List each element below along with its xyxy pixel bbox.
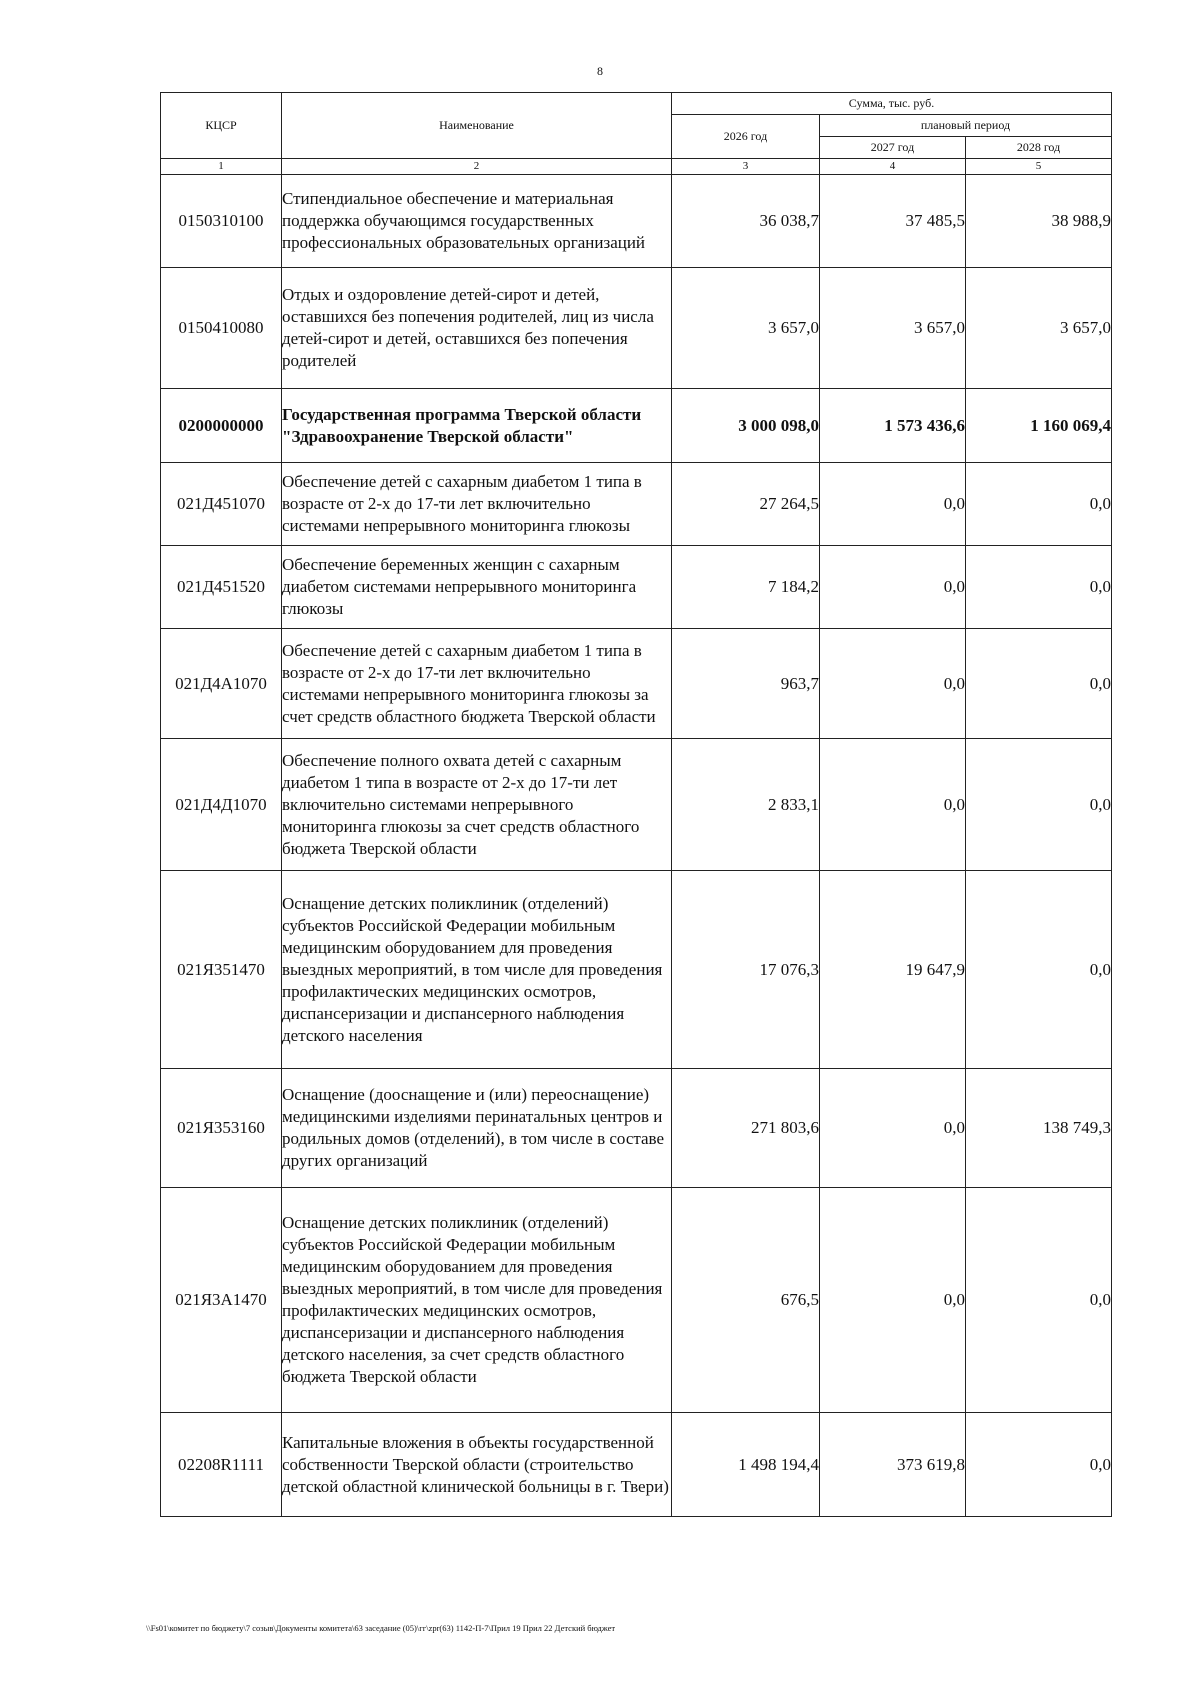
table-row bbox=[161, 1188, 1112, 1413]
table-row bbox=[161, 268, 1112, 389]
row-amount-2026: 3 000 098,0 bbox=[672, 389, 820, 463]
row-name: Отдых и оздоровление детей-сирот и детей, оставшихся без попечения родителей, лиц из числа детей-сирот и детей, оставшихся без попечения родителей bbox=[282, 268, 672, 389]
row-amount-2028: 0,0 bbox=[966, 739, 1112, 871]
column-number: 2 bbox=[282, 159, 672, 175]
row-amount-2028: 0,0 bbox=[966, 1188, 1112, 1413]
row-amount-2028: 0,0 bbox=[966, 1413, 1112, 1517]
row-code: 021Я351470 bbox=[161, 871, 282, 1069]
column-number: 4 bbox=[820, 159, 966, 175]
row-amount-2026: 3 657,0 bbox=[672, 268, 820, 389]
column-numbers-row bbox=[161, 159, 1112, 175]
row-amount-2028: 38 988,9 bbox=[966, 175, 1112, 268]
row-code: 021Я353160 bbox=[161, 1069, 282, 1188]
header-sum: Сумма, тыс. руб. bbox=[672, 93, 1112, 115]
row-name: Обеспечение детей с сахарным диабетом 1 типа в возрасте от 2-х до 17-ти лет включительно системами непрерывного мониторинга глюкозы bbox=[282, 463, 672, 546]
header-year-2026: 2026 год bbox=[672, 115, 820, 159]
row-amount-2028: 0,0 bbox=[966, 871, 1112, 1069]
file-path-footer: \\Fs01\комитет по бюджету\7 созыв\Документы комитета\63 заседание (05)\гг\zpr(63) 1142-П-7\Прил 19 Прил 22 Детский бюджет bbox=[146, 1623, 616, 1633]
row-amount-2027: 0,0 bbox=[820, 739, 966, 871]
row-name: Обеспечение беременных женщин с сахарным диабетом системами непрерывного мониторинга глюкозы bbox=[282, 546, 672, 629]
row-amount-2027: 0,0 bbox=[820, 1069, 966, 1188]
row-amount-2027: 37 485,5 bbox=[820, 175, 966, 268]
row-code: 021Д4А1070 bbox=[161, 629, 282, 739]
row-amount-2026: 676,5 bbox=[672, 1188, 820, 1413]
budget-table bbox=[160, 92, 1112, 1517]
table-row bbox=[161, 871, 1112, 1069]
row-amount-2027: 0,0 bbox=[820, 463, 966, 546]
row-amount-2028: 0,0 bbox=[966, 629, 1112, 739]
row-name: Государственная программа Тверской области "Здравоохранение Тверской области" bbox=[282, 389, 672, 463]
row-amount-2028: 138 749,3 bbox=[966, 1069, 1112, 1188]
row-code: 02208R1111 bbox=[161, 1413, 282, 1517]
row-amount-2026: 27 264,5 bbox=[672, 463, 820, 546]
table-row bbox=[161, 389, 1112, 463]
row-code: 0200000000 bbox=[161, 389, 282, 463]
row-amount-2027: 3 657,0 bbox=[820, 268, 966, 389]
row-amount-2026: 36 038,7 bbox=[672, 175, 820, 268]
row-code: 021Д451520 bbox=[161, 546, 282, 629]
page-number: 8 bbox=[597, 64, 603, 78]
column-number: 5 bbox=[966, 159, 1112, 175]
row-amount-2026: 7 184,2 bbox=[672, 546, 820, 629]
row-amount-2027: 0,0 bbox=[820, 629, 966, 739]
header-name: Наименование bbox=[282, 93, 672, 159]
row-code: 021Я3А1470 bbox=[161, 1188, 282, 1413]
row-amount-2026: 1 498 194,4 bbox=[672, 1413, 820, 1517]
row-amount-2027: 373 619,8 bbox=[820, 1413, 966, 1517]
table-row bbox=[161, 463, 1112, 546]
header-year-2027: 2027 год bbox=[820, 137, 966, 159]
row-name: Обеспечение детей с сахарным диабетом 1 типа в возрасте от 2-х до 17-ти лет включительно системами непрерывного мониторинга глюкозы за счет средств областного бюджета Тверской области bbox=[282, 629, 672, 739]
row-name: Оснащение (дооснащение и (или) переоснащение) медицинскими изделиями перинатальных центров и родильных домов (отделений), в том числе в составе других организаций bbox=[282, 1069, 672, 1188]
row-amount-2027: 1 573 436,6 bbox=[820, 389, 966, 463]
row-code: 0150310100 bbox=[161, 175, 282, 268]
table-row bbox=[161, 175, 1112, 268]
header-year-2028: 2028 год bbox=[966, 137, 1112, 159]
row-amount-2026: 963,7 bbox=[672, 629, 820, 739]
header-planned-period: плановый период bbox=[820, 115, 1112, 137]
row-name: Капитальные вложения в объекты государственной собственности Тверской области (строительство детской областной клинической больницы в г. Твери) bbox=[282, 1413, 672, 1517]
row-amount-2026: 17 076,3 bbox=[672, 871, 820, 1069]
column-number: 1 bbox=[161, 159, 282, 175]
row-code: 021Д451070 bbox=[161, 463, 282, 546]
row-amount-2028: 3 657,0 bbox=[966, 268, 1112, 389]
row-name: Стипендиальное обеспечение и материальная поддержка обучающимся государственных профессиональных образовательных организаций bbox=[282, 175, 672, 268]
table-row bbox=[161, 546, 1112, 629]
table-row bbox=[161, 1069, 1112, 1188]
table-row bbox=[161, 1413, 1112, 1517]
row-name: Оснащение детских поликлиник (отделений) субъектов Российской Федерации мобильным медицинским оборудованием для проведения выездных мероприятий, в том числе для проведения профилактических медицинских осмотров, диспансеризации и диспансерного наблюдения детского населения, за счет средств областного бюджета Тверской области bbox=[282, 1188, 672, 1413]
row-amount-2027: 0,0 bbox=[820, 1188, 966, 1413]
row-amount-2027: 0,0 bbox=[820, 546, 966, 629]
column-number: 3 bbox=[672, 159, 820, 175]
table-row bbox=[161, 739, 1112, 871]
row-amount-2027: 19 647,9 bbox=[820, 871, 966, 1069]
row-name: Обеспечение полного охвата детей с сахарным диабетом 1 типа в возрасте от 2-х до 17-ти лет включительно системами непрерывного мониторинга глюкозы за счет средств областного бюджета Тверской области bbox=[282, 739, 672, 871]
row-amount-2028: 0,0 bbox=[966, 546, 1112, 629]
row-code: 021Д4Д1070 bbox=[161, 739, 282, 871]
row-code: 0150410080 bbox=[161, 268, 282, 389]
row-amount-2026: 271 803,6 bbox=[672, 1069, 820, 1188]
row-amount-2028: 1 160 069,4 bbox=[966, 389, 1112, 463]
row-amount-2028: 0,0 bbox=[966, 463, 1112, 546]
table-row bbox=[161, 629, 1112, 739]
row-amount-2026: 2 833,1 bbox=[672, 739, 820, 871]
row-name: Оснащение детских поликлиник (отделений) субъектов Российской Федерации мобильным медицинским оборудованием для проведения выездных мероприятий, в том числе для проведения профилактических медицинских осмотров, диспансеризации и диспансерного наблюдения детского населения bbox=[282, 871, 672, 1069]
header-code: КЦСР bbox=[161, 93, 282, 159]
